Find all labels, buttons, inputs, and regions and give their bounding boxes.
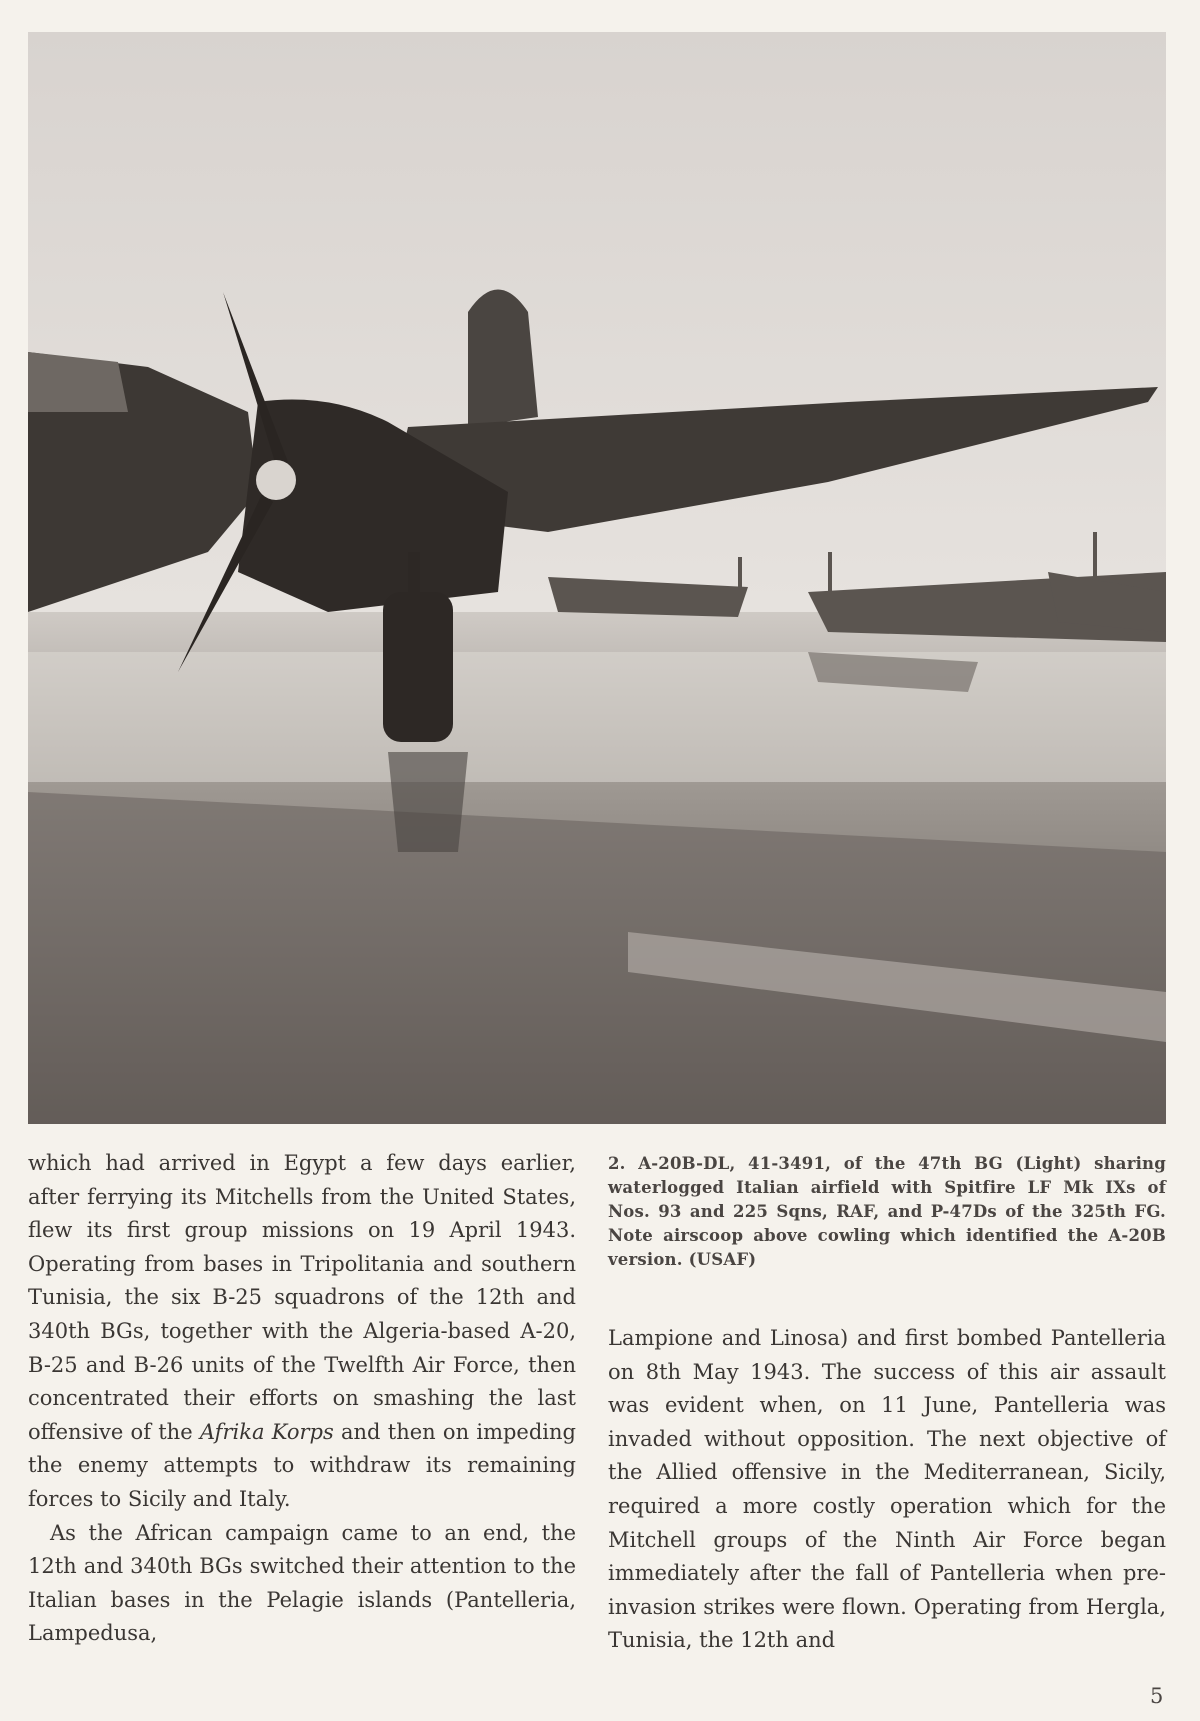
aircraft-photo-icon [28, 32, 1166, 1124]
left-paragraph-1 [28, 1147, 576, 1517]
right-column [608, 1322, 1166, 1658]
left-paragraph-1-start: which had arrived in Egypt a few days earlier, after ferrying its Mitchells from the United States, flew its first group missions on 19 April 1943. Operating from bases in Tripolitania and southern Tunisia, the six B-25 squadrons of the 12th and 340th BGs, together with the Algeria-based A-20, B-25 and B-26 units of the Twelfth Air Force, then concentrated their efforts on smashing the last offensive of the [28, 1151, 576, 1444]
left-paragraph-1-end: and then on impeding the enemy attempts to withdraw its remaining forces to Sicily and Italy. [28, 1419, 576, 1511]
page-number: 5 [1150, 1684, 1164, 1708]
aircraft-photo [28, 32, 1166, 1124]
right-paragraph-1: Lampione and Linosa) and first bombed Pantelleria on 8th May 1943. The success of this air assault was evident when, on 11 June, Pantelleria was invaded without opposition. The next objective of the Allied offensive in the Mediterranean, Sicily, required a more costly operation which for the Mitchell groups of the Ninth Air Force began immediately after the fall of Pantelleria when pre-invasion strikes were flown. Operating from Hergla, Tunisia, the 12th and [608, 1326, 1166, 1653]
left-column [28, 1147, 576, 1651]
photo-caption: 2. A-20B-DL, 41-3491, of the 47th BG (Light) sharing waterlogged Italian airfield with Spitfire LF Mk IXs of Nos. 93 and 225 Sqns, RAF, and P-47Ds of the 325th FG. Note airscoop above cowling which identified the A-20B version. (USAF) [608, 1154, 1166, 1269]
left-paragraph-1-italic: Afrika Korps [199, 1419, 334, 1444]
left-paragraph-2: As the African campaign came to an end, the 12th and 340th BGs switched their attention to the Italian bases in the Pelagie islands (Pantelleria, Lampedusa, [28, 1520, 576, 1646]
